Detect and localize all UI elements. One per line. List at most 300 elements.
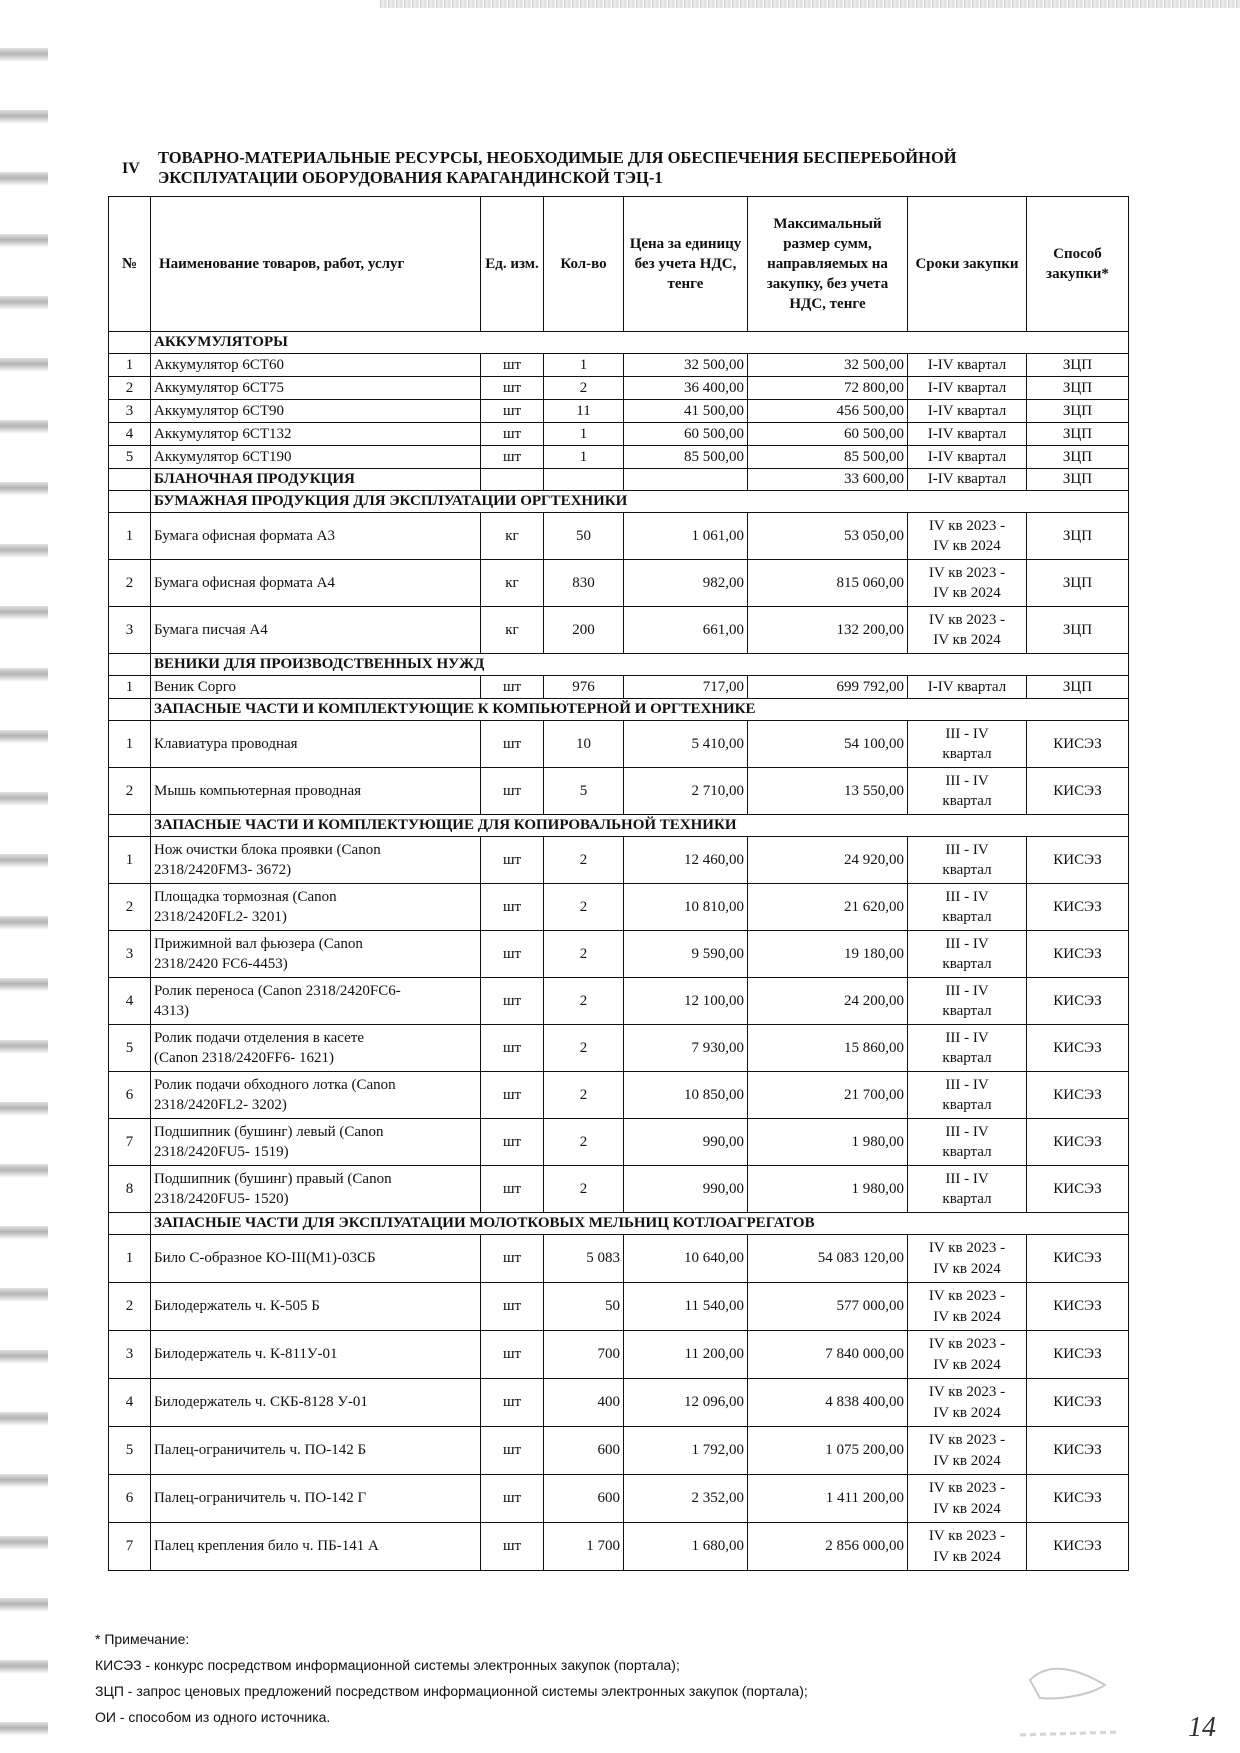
row-unit: кг [481,513,544,560]
row-price: 10 850,00 [624,1072,748,1119]
row-term-line2: квартал [942,909,992,925]
row-qty: 2 [544,931,624,978]
row-term [908,931,1027,978]
row-name: Аккумулятор 6СТ75 [151,377,481,400]
row-term-line2: IV кв 2024 [933,1404,1001,1421]
row-name-line1: Ролик подачи отделения в касете [154,1030,364,1046]
row-price: 10 810,00 [624,884,748,931]
row-num: 2 [109,768,151,815]
procurement-table [108,196,1129,1571]
row-method: КИСЭЗ [1027,1166,1129,1213]
row-term-line1: IV кв 2023 - [928,1335,1006,1352]
row-term-line1: III - IV [945,842,989,858]
row-name-line1: Подшипник (бушинг) правый (Canon [154,1171,392,1187]
row-name [151,1166,481,1213]
row-term [908,1119,1027,1166]
row-qty: 1 700 [544,1523,624,1571]
row-max-sum: 21 700,00 [748,1072,908,1119]
row-unit: шт [481,446,544,469]
row-price: 1 680,00 [624,1523,748,1571]
row-term [908,1166,1027,1213]
table-row [109,768,1129,815]
row-term-line2: IV кв 2024 [933,585,1001,601]
row-qty: 5 [544,768,624,815]
row-price: 9 590,00 [624,931,748,978]
row-unit: шт [481,768,544,815]
row-price: 990,00 [624,1119,748,1166]
category-title: ЗАПАСНЫЕ ЧАСТИ И КОМПЛЕКТУЮЩИЕ К КОМПЬЮТЕРНОЙ И ОРГТЕХНИКЕ [151,699,1129,721]
row-unit: шт [481,354,544,377]
row-term: I-IV квартал [908,377,1027,400]
row-price: 990,00 [624,1166,748,1213]
row-num: 5 [109,1427,151,1475]
row-method: ЗЦП [1027,446,1129,469]
row-term-line1: III - IV [945,1077,989,1093]
row-max-sum: 1 075 200,00 [748,1427,908,1475]
row-qty: 11 [544,400,624,423]
row-qty: 830 [544,560,624,607]
row-term: I-IV квартал [908,400,1027,423]
row-name: Веник Сорго [151,676,481,699]
row-method: ЗЦП [1027,469,1129,491]
category-row [109,1213,1129,1235]
row-method: ЗЦП [1027,676,1129,699]
scan-edge [380,0,1240,8]
row-qty: 2 [544,884,624,931]
row-term-line1: IV кв 2023 - [928,1431,1006,1448]
row-max-sum: 577 000,00 [748,1283,908,1331]
row-max-sum: 13 550,00 [748,768,908,815]
row-term [908,768,1027,815]
row-num: 1 [109,721,151,768]
row-price: 11 200,00 [624,1331,748,1379]
row-unit: шт [481,1523,544,1571]
row-term [908,1025,1027,1072]
row-num: 4 [109,978,151,1025]
row-term-line1: III - IV [945,773,989,789]
row-max-sum: 33 600,00 [748,469,908,491]
row-name: Билодержатель ч. К-505 Б [151,1283,481,1331]
row-method: КИСЭЗ [1027,1523,1129,1571]
row-term-line1: IV кв 2023 - [928,565,1006,581]
row-qty: 600 [544,1427,624,1475]
header-max-sum: Максимальный размер сумм, направляемых на закупку, без учета НДС, тенге [748,197,908,332]
row-name: Бумага офисная формата А4 [151,560,481,607]
row-method: КИСЭЗ [1027,884,1129,931]
row-price: 32 500,00 [624,354,748,377]
table-row [109,560,1129,607]
row-qty [544,469,624,491]
row-price: 41 500,00 [624,400,748,423]
row-term-line2: IV кв 2024 [933,538,1001,554]
row-num: 3 [109,1331,151,1379]
row-name [151,1072,481,1119]
header-method: Способ закупки* [1027,197,1129,332]
row-num: 8 [109,1166,151,1213]
category-title: БУМАЖНАЯ ПРОДУКЦИЯ ДЛЯ ЭКСПЛУАТАЦИИ ОРГТЕХНИКИ [151,491,1129,513]
row-num: 7 [109,1523,151,1571]
table-row [109,1427,1129,1475]
row-unit: шт [481,1379,544,1427]
row-name-line1: Ролик подачи обходного лотка (Canon [154,1077,396,1093]
row-max-sum: 1 980,00 [748,1119,908,1166]
row-term-line2: квартал [942,1144,992,1160]
row-unit: шт [481,423,544,446]
row-unit: шт [481,1235,544,1283]
row-unit: шт [481,978,544,1025]
row-term [908,1475,1027,1523]
footnote [95,1626,808,1730]
row-num: 7 [109,1119,151,1166]
row-qty: 700 [544,1331,624,1379]
row-qty: 50 [544,513,624,560]
table-row [109,884,1129,931]
row-method: КИСЭЗ [1027,721,1129,768]
row-price: 12 460,00 [624,837,748,884]
row-term: I-IV квартал [908,423,1027,446]
row-term-line2: IV кв 2024 [933,1452,1001,1469]
category-title: АККУМУЛЯТОРЫ [151,332,1129,354]
row-unit: шт [481,884,544,931]
row-name: Аккумулятор 6СТ132 [151,423,481,446]
row-unit: шт [481,1331,544,1379]
row-method: КИСЭЗ [1027,1025,1129,1072]
row-method: КИСЭЗ [1027,1475,1129,1523]
category-num [109,491,151,513]
row-term-line2: квартал [942,862,992,878]
row-unit: шт [481,1166,544,1213]
row-num: 4 [109,423,151,446]
row-term-line1: IV кв 2023 - [928,612,1006,628]
row-term-line2: IV кв 2024 [933,1308,1001,1325]
row-term [908,884,1027,931]
row-method: ЗЦП [1027,354,1129,377]
row-term [908,607,1027,654]
row-qty: 600 [544,1475,624,1523]
row-method: ЗЦП [1027,400,1129,423]
header-row [109,197,1129,332]
row-qty: 976 [544,676,624,699]
row-term-line2: квартал [942,793,992,809]
row-qty: 2 [544,1072,624,1119]
row-name: Билодержатель ч. СКБ-8128 У-01 [151,1379,481,1427]
row-qty: 2 [544,1119,624,1166]
category-num [109,1213,151,1235]
row-term-line2: квартал [942,956,992,972]
row-max-sum: 2 856 000,00 [748,1523,908,1571]
header-num: № [109,197,151,332]
row-term-line1: III - IV [945,1124,989,1140]
row-term-line1: III - IV [945,936,989,952]
table-row [109,446,1129,469]
row-method: КИСЭЗ [1027,1379,1129,1427]
row-name: Палец-ограничитель ч. ПО-142 Г [151,1475,481,1523]
row-num: 3 [109,400,151,423]
row-term: I-IV квартал [908,446,1027,469]
row-qty: 200 [544,607,624,654]
row-qty: 1 [544,423,624,446]
stamp-mark [1010,1640,1130,1750]
row-term-line1: IV кв 2023 - [928,1239,1006,1256]
row-num: 4 [109,1379,151,1427]
row-term [908,513,1027,560]
row-method: КИСЭЗ [1027,1072,1129,1119]
category-title: БЛАНОЧНАЯ ПРОДУКЦИЯ [151,469,481,491]
row-unit: шт [481,721,544,768]
row-num: 1 [109,513,151,560]
row-unit: шт [481,1475,544,1523]
row-term [908,1235,1027,1283]
table-row [109,513,1129,560]
row-method: КИСЭЗ [1027,1119,1129,1166]
row-max-sum: 60 500,00 [748,423,908,446]
table-row [109,1072,1129,1119]
row-term-line1: III - IV [945,726,989,742]
row-num: 1 [109,1235,151,1283]
row-max-sum: 456 500,00 [748,400,908,423]
row-name [151,884,481,931]
row-term-line1: IV кв 2023 - [928,1287,1006,1304]
row-max-sum: 4 838 400,00 [748,1379,908,1427]
row-term [908,1072,1027,1119]
row-method: ЗЦП [1027,607,1129,654]
row-term [908,978,1027,1025]
row-max-sum: 815 060,00 [748,560,908,607]
row-name-line2: 2318/2420FU5- 1520) [154,1191,289,1207]
table-row [109,837,1129,884]
row-unit: кг [481,560,544,607]
row-term [908,837,1027,884]
row-name-line1: Прижимной вал фьюзера (Canon [154,936,363,952]
row-price: 60 500,00 [624,423,748,446]
row-name: Билодержатель ч. К-811У-01 [151,1331,481,1379]
footnote-title: * Примечание: [95,1631,190,1647]
row-term-line2: IV кв 2024 [933,1260,1001,1277]
row-method: КИСЭЗ [1027,931,1129,978]
row-price: 982,00 [624,560,748,607]
row-qty: 2 [544,1166,624,1213]
row-price: 2 352,00 [624,1475,748,1523]
table-row [109,354,1129,377]
row-name [151,978,481,1025]
row-name: Палец крепления било ч. ПБ-141 А [151,1523,481,1571]
category-row [109,699,1129,721]
table-row [109,607,1129,654]
row-name-line2: 2318/2420FL2- 3202) [154,1097,287,1113]
row-num: 5 [109,1025,151,1072]
category-row [109,491,1129,513]
row-unit: кг [481,607,544,654]
row-qty: 50 [544,1283,624,1331]
row-max-sum: 19 180,00 [748,931,908,978]
row-price: 7 930,00 [624,1025,748,1072]
row-num: 6 [109,1475,151,1523]
row-max-sum: 7 840 000,00 [748,1331,908,1379]
row-method: КИСЭЗ [1027,768,1129,815]
row-num: 6 [109,1072,151,1119]
row-term-line1: III - IV [945,889,989,905]
row-term [908,560,1027,607]
table-row [109,1025,1129,1072]
table-row [109,931,1129,978]
row-name: Аккумулятор 6СТ90 [151,400,481,423]
table-row [109,978,1129,1025]
table-row [109,676,1129,699]
row-max-sum: 1 411 200,00 [748,1475,908,1523]
row-price: 2 710,00 [624,768,748,815]
row-method: КИСЭЗ [1027,1283,1129,1331]
category-num [109,332,151,354]
category-num [109,654,151,676]
row-num: 2 [109,377,151,400]
table-row [109,1475,1129,1523]
table-row [109,1523,1129,1571]
category-row [109,469,1129,491]
row-price: 12 096,00 [624,1379,748,1427]
row-price: 10 640,00 [624,1235,748,1283]
category-row [109,815,1129,837]
row-term-line2: IV кв 2024 [933,1356,1001,1373]
header-term: Сроки закупки [908,197,1027,332]
footnote-oi: ОИ - способом из одного источника. [95,1709,331,1725]
category-row [109,654,1129,676]
row-name [151,1025,481,1072]
row-term-line2: IV кв 2024 [933,1548,1001,1565]
section-number: IV [122,160,140,177]
row-price: 85 500,00 [624,446,748,469]
row-max-sum: 1 980,00 [748,1166,908,1213]
row-name-line2: 2318/2420FU5- 1519) [154,1144,289,1160]
table-row [109,1119,1129,1166]
row-max-sum: 21 620,00 [748,884,908,931]
row-max-sum: 24 200,00 [748,978,908,1025]
row-name-line1: Нож очистки блока проявки (Canon [154,842,381,858]
row-num: 1 [109,837,151,884]
row-name: Клавиатура проводная [151,721,481,768]
row-unit: шт [481,1427,544,1475]
row-name [151,837,481,884]
row-num: 2 [109,1283,151,1331]
row-name: Било С-образное КО-III(М1)-03СБ [151,1235,481,1283]
header-name: Наименование товаров, работ, услуг [151,197,481,332]
table-row [109,423,1129,446]
row-qty: 5 083 [544,1235,624,1283]
row-qty: 2 [544,978,624,1025]
table-row [109,721,1129,768]
row-unit: шт [481,931,544,978]
row-max-sum: 54 083 120,00 [748,1235,908,1283]
row-unit: шт [481,400,544,423]
row-term-line1: IV кв 2023 - [928,1479,1006,1496]
row-term: I-IV квартал [908,354,1027,377]
row-unit [481,469,544,491]
row-max-sum: 132 200,00 [748,607,908,654]
category-num [109,469,151,491]
row-term-line1: IV кв 2023 - [928,518,1006,534]
row-unit: шт [481,377,544,400]
row-price: 1 061,00 [624,513,748,560]
row-qty: 400 [544,1379,624,1427]
category-row [109,332,1129,354]
row-name-line2: (Canon 2318/2420FF6- 1621) [154,1050,334,1066]
footnote-zcp: ЗЦП - запрос ценовых предложений посредством информационной системы электронных закупок (портала); [95,1683,808,1699]
row-term [908,1331,1027,1379]
row-max-sum: 699 792,00 [748,676,908,699]
row-max-sum: 53 050,00 [748,513,908,560]
table-row [109,1331,1129,1379]
section-title: ТОВАРНО-МАТЕРИАЛЬНЫЕ РЕСУРСЫ, НЕОБХОДИМЫЕ ДЛЯ ОБЕСПЕЧЕНИЯ БЕСПЕРЕБОЙНОЙ ЭКСПЛУАТАЦИИ ОБОРУДОВАНИЯ КАРАГАНДИНСКОЙ ТЭЦ-1 [158,148,957,187]
row-unit: шт [481,676,544,699]
row-term-line1: III - IV [945,983,989,999]
header-price: Цена за единицу без учета НДС, тенге [624,197,748,332]
row-unit: шт [481,1025,544,1072]
row-max-sum: 85 500,00 [748,446,908,469]
row-num: 2 [109,884,151,931]
table-row [109,1166,1129,1213]
row-method: ЗЦП [1027,377,1129,400]
row-method: ЗЦП [1027,513,1129,560]
row-term-line1: IV кв 2023 - [928,1527,1006,1544]
row-method: КИСЭЗ [1027,978,1129,1025]
category-num [109,699,151,721]
row-method: КИСЭЗ [1027,1235,1129,1283]
row-term [908,1379,1027,1427]
row-method: ЗЦП [1027,423,1129,446]
row-term: I-IV квартал [908,469,1027,491]
row-term-line1: III - IV [945,1171,989,1187]
row-qty: 10 [544,721,624,768]
category-title: ЗАПАСНЫЕ ЧАСТИ И КОМПЛЕКТУЮЩИЕ ДЛЯ КОПИРОВАЛЬНОЙ ТЕХНИКИ [151,815,1129,837]
row-num: 1 [109,676,151,699]
row-term-line2: IV кв 2024 [933,632,1001,648]
row-qty: 1 [544,446,624,469]
row-max-sum: 32 500,00 [748,354,908,377]
row-price: 11 540,00 [624,1283,748,1331]
row-name-line2: 2318/2420FM3- 3672) [154,862,292,878]
row-name-line1: Площадка тормозная (Canon [154,889,337,905]
row-term-line2: квартал [942,1050,992,1066]
row-term-line2: IV кв 2024 [933,1500,1001,1517]
row-price [624,469,748,491]
row-term-line1: III - IV [945,1030,989,1046]
row-price: 12 100,00 [624,978,748,1025]
row-term-line1: IV кв 2023 - [928,1383,1006,1400]
header-unit: Ед. изм. [481,197,544,332]
table-row [109,377,1129,400]
row-term [908,1283,1027,1331]
row-unit: шт [481,1072,544,1119]
row-max-sum: 72 800,00 [748,377,908,400]
row-max-sum: 24 920,00 [748,837,908,884]
row-max-sum: 15 860,00 [748,1025,908,1072]
footnote-kisez: КИСЭЗ - конкурс посредством информационной системы электронных закупок (портала); [95,1657,680,1673]
row-name-line2: 2318/2420FL2- 3201) [154,909,287,925]
row-name: Палец-ограничитель ч. ПО-142 Б [151,1427,481,1475]
binder-holes [0,0,48,1753]
row-term-line2: квартал [942,1191,992,1207]
row-method: КИСЭЗ [1027,1331,1129,1379]
row-price: 5 410,00 [624,721,748,768]
row-unit: шт [481,1119,544,1166]
row-num: 2 [109,560,151,607]
row-max-sum: 54 100,00 [748,721,908,768]
row-name: Бумага офисная формата А3 [151,513,481,560]
row-name [151,931,481,978]
row-name: Аккумулятор 6СТ60 [151,354,481,377]
row-name: Мышь компьютерная проводная [151,768,481,815]
row-term-line2: квартал [942,1003,992,1019]
row-name-line2: 2318/2420 FC6-4453) [154,956,288,972]
